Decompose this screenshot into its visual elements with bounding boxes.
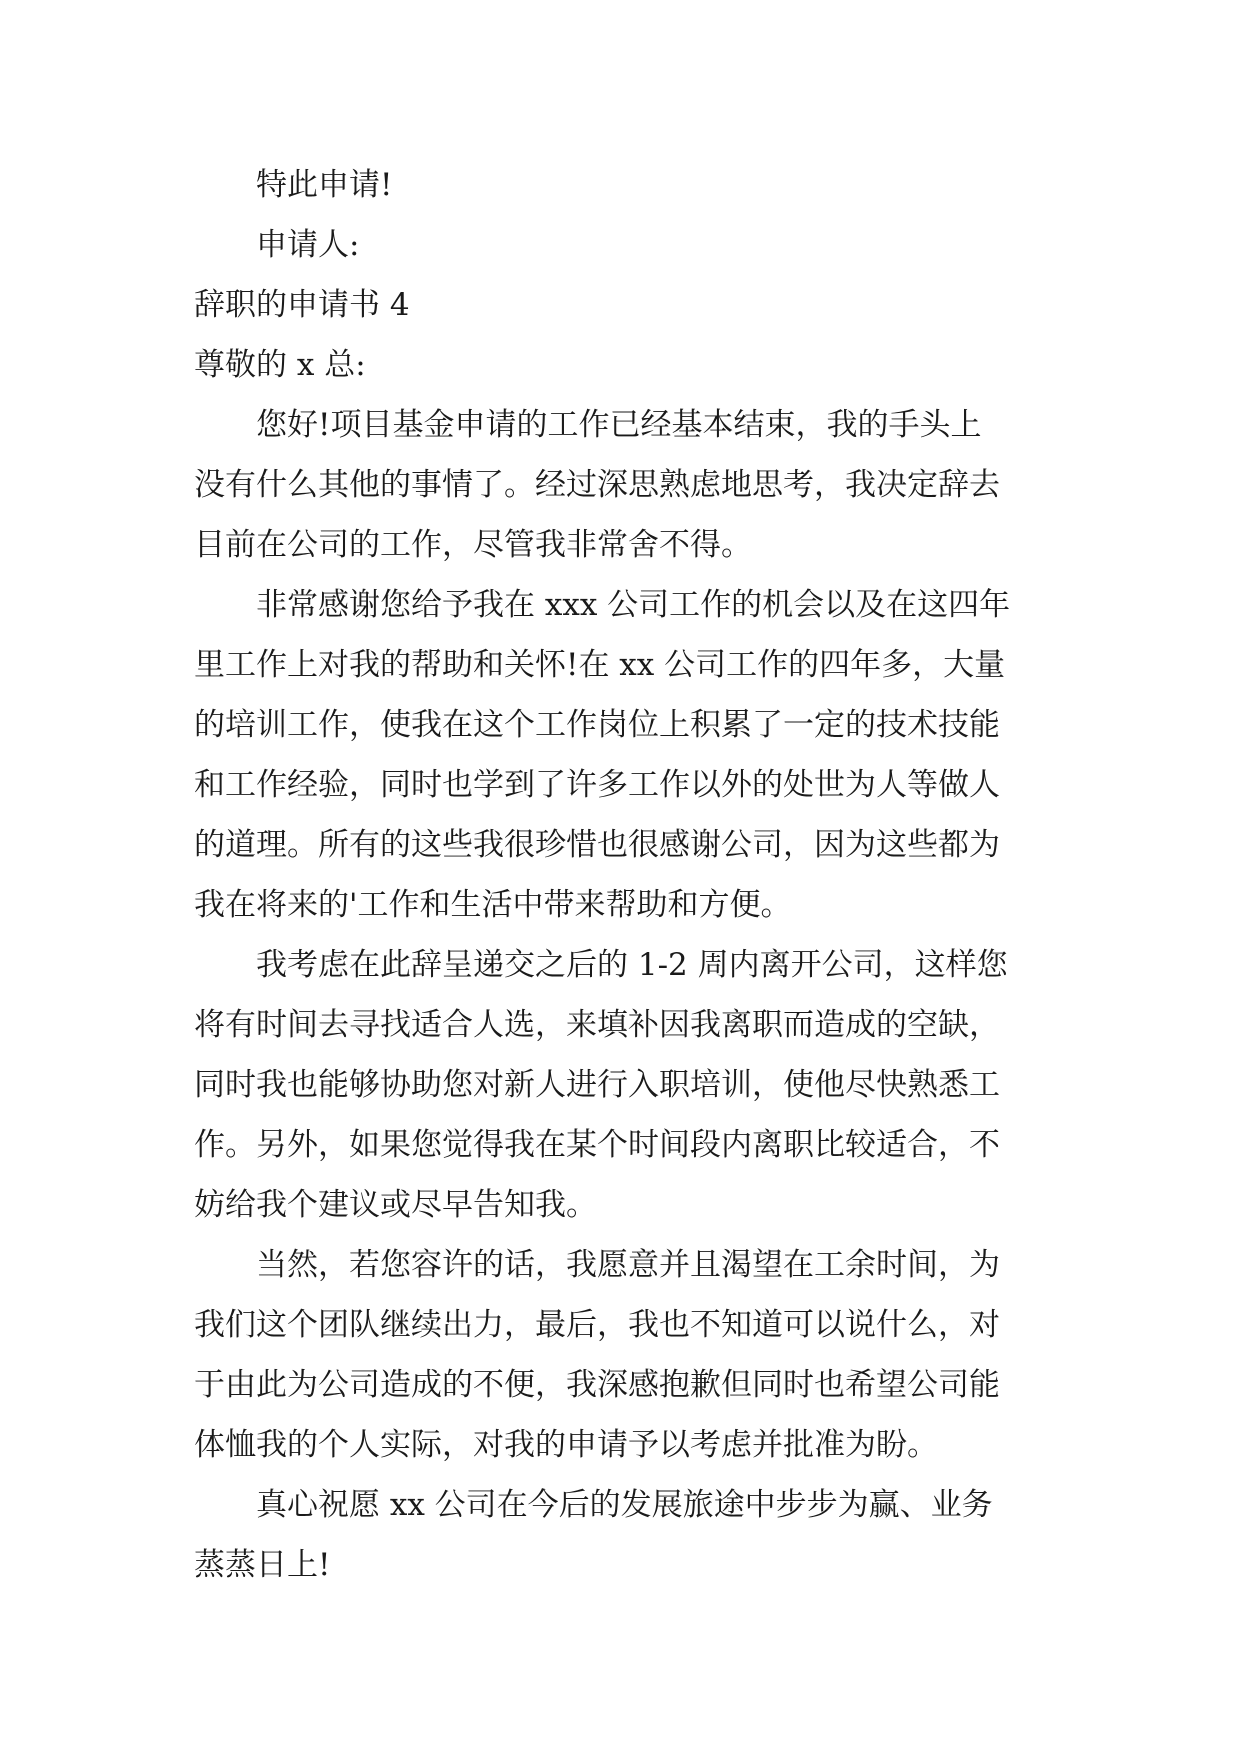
- paragraph-line: 当然，若您容许的话，我愿意并且渴望在工余时间，为: [256, 1247, 1000, 1283]
- letter-body: [194, 155, 1054, 1595]
- paragraph-line: 作。另外，如果您觉得我在某个时间段内离职比较适合，不: [194, 1127, 1000, 1163]
- paragraph-line: 目前在公司的工作，尽管我非常舍不得。: [194, 527, 752, 563]
- salutation: 尊敬的 x 总:: [194, 347, 366, 383]
- paragraph-line: 里工作上对我的帮助和关怀!在 xx 公司工作的四年多，大量: [194, 647, 1006, 683]
- paragraph-line: 体恤我的个人实际，对我的申请予以考虑并批准为盼。: [194, 1427, 938, 1463]
- paragraph-line: 我在将来的'工作和生活中带来帮助和方便。: [194, 887, 792, 923]
- paragraph-line: 蒸蒸日上!: [194, 1547, 331, 1583]
- closing-line: 特此申请!: [256, 167, 393, 203]
- paragraph-line: 我考虑在此辞呈递交之后的 1-2 周内离开公司，这样您: [256, 947, 1008, 983]
- paragraph-line: 非常感谢您给予我在 xxx 公司工作的机会以及在这四年: [256, 587, 1011, 623]
- paragraph-line: 和工作经验，同时也学到了许多工作以外的处世为人等做人: [194, 767, 1000, 803]
- paragraph-line: 没有什么其他的事情了。经过深思熟虑地思考，我决定辞去: [194, 467, 1000, 503]
- paragraph-line: 于由此为公司造成的不便，我深感抱歉但同时也希望公司能: [194, 1367, 1000, 1403]
- paragraph-line: 同时我也能够协助您对新人进行入职培训，使他尽快熟悉工: [194, 1067, 1000, 1103]
- paragraph-line: 的培训工作，使我在这个工作岗位上积累了一定的技术技能: [194, 707, 1000, 743]
- paragraph-line: 的道理。所有的这些我很珍惜也很感谢公司，因为这些都为: [194, 827, 1000, 863]
- paragraph-line: 将有时间去寻找适合人选，来填补因我离职而造成的空缺，: [194, 1007, 1000, 1043]
- paragraph-line: 我们这个团队继续出力，最后，我也不知道可以说什么，对: [194, 1307, 1000, 1343]
- letter-heading: 辞职的申请书 4: [194, 287, 410, 323]
- applicant-line: 申请人:: [256, 227, 360, 263]
- paragraph-line: 妨给我个建议或尽早告知我。: [194, 1187, 597, 1223]
- paragraph-line: 您好!项目基金申请的工作已经基本结束，我的手头上: [256, 407, 982, 443]
- paragraph-line: 真心祝愿 xx 公司在今后的发展旅途中步步为赢、业务: [256, 1487, 993, 1523]
